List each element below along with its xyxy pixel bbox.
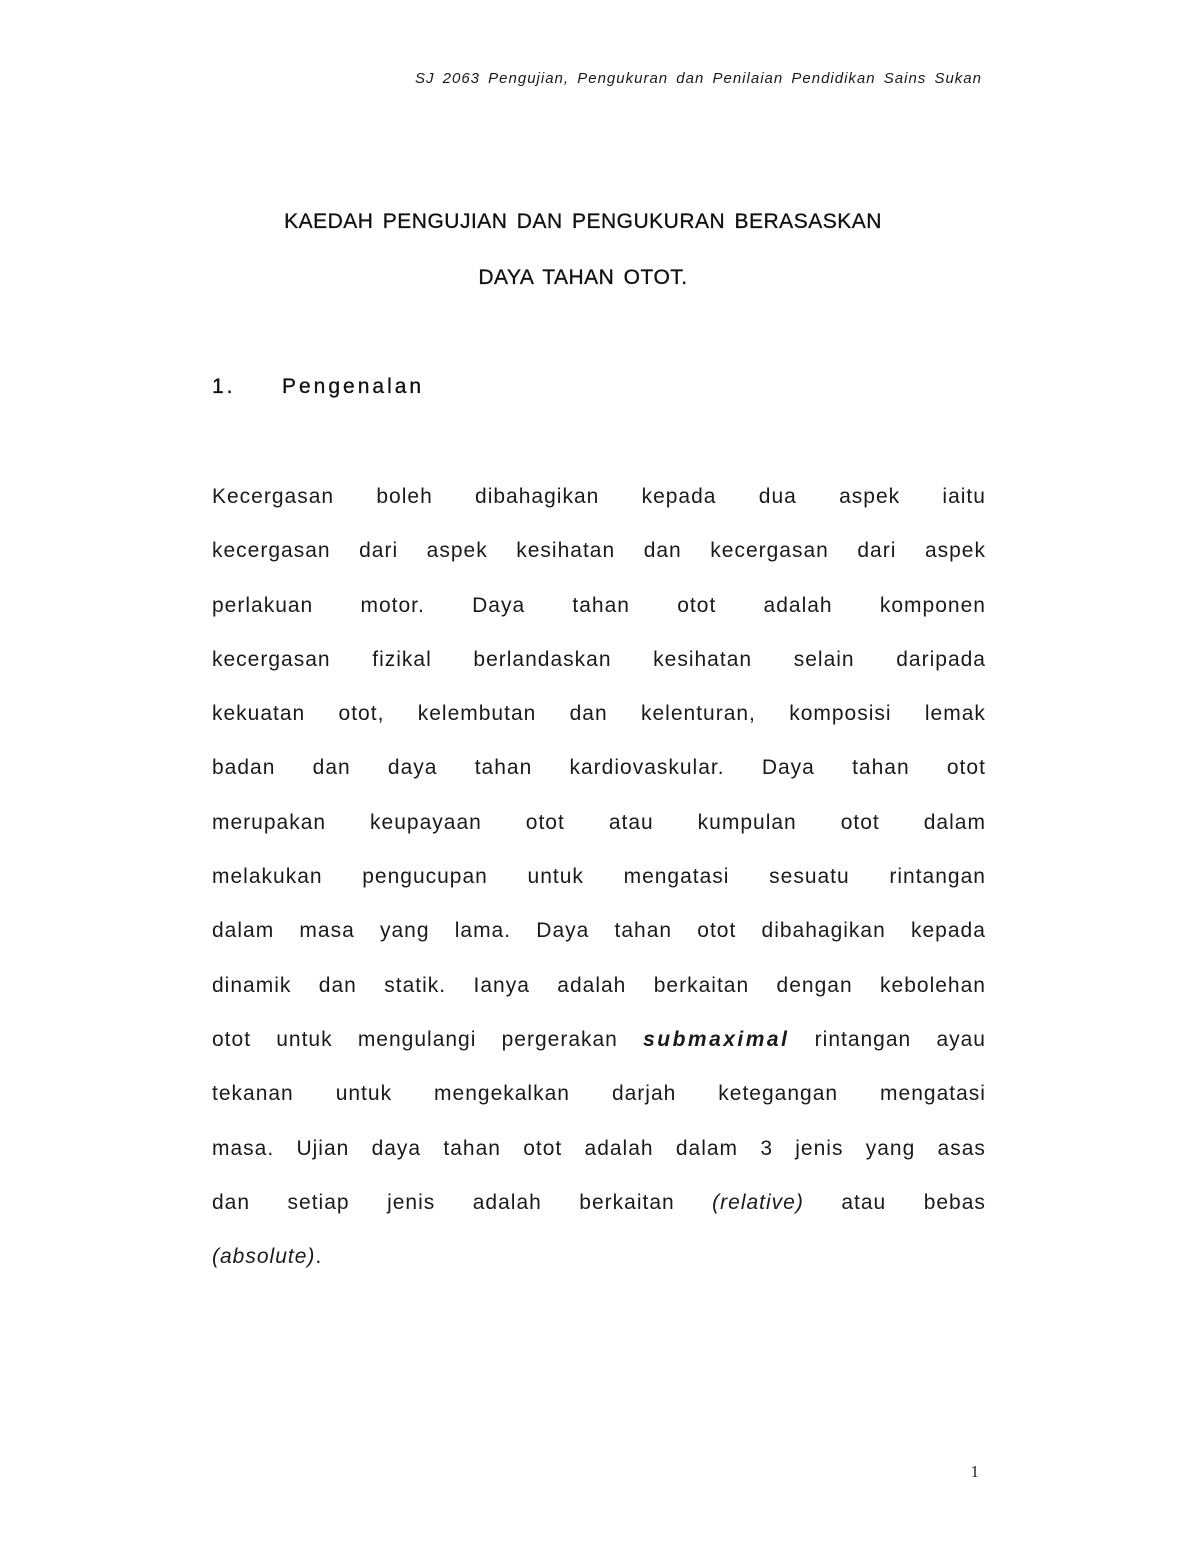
word: mengulangi xyxy=(357,1027,477,1051)
word: rintangan xyxy=(814,1027,912,1051)
word: pergerakan xyxy=(501,1027,618,1051)
word: statik. xyxy=(384,973,447,997)
word: tekanan xyxy=(212,1082,294,1106)
word: mengatasi xyxy=(623,865,730,889)
paragraph-line xyxy=(212,1230,986,1284)
word: daya xyxy=(387,756,438,780)
word: dengan xyxy=(776,973,853,997)
word: (relative) xyxy=(712,1190,804,1214)
word: kecergasan xyxy=(212,647,331,671)
word: masa xyxy=(299,919,355,943)
paragraph-line xyxy=(212,1013,986,1067)
word: dua xyxy=(758,485,797,508)
word: ketegangan xyxy=(718,1082,839,1106)
word: Daya xyxy=(472,593,526,617)
word: kumpulan xyxy=(697,810,797,834)
paragraph-line xyxy=(212,633,986,687)
word: dalam xyxy=(923,810,986,834)
word: mengatasi xyxy=(880,1082,986,1106)
paragraph-line xyxy=(212,1122,986,1176)
section-number: 1. xyxy=(212,375,236,398)
word: aspek xyxy=(839,485,901,508)
word: dan xyxy=(643,539,682,563)
paragraph-line xyxy=(212,579,986,633)
word: badan xyxy=(212,756,276,780)
word: dan xyxy=(212,1190,251,1214)
word: atau xyxy=(841,1190,887,1214)
word: adalah xyxy=(557,973,627,997)
word: otot xyxy=(677,593,717,617)
running-header: SJ 2063 Pengujian, Pengukuran dan Penilaian Pendidikan Sains Sukan xyxy=(414,70,982,87)
word: kepada xyxy=(641,485,717,508)
word: berlandaskan xyxy=(473,647,612,671)
paragraph-line xyxy=(212,470,986,524)
word: dari xyxy=(359,539,399,563)
word: tahan xyxy=(852,756,910,780)
word: kepada xyxy=(910,919,986,943)
section-title: Pengenalan xyxy=(282,375,425,398)
word: dibahagikan xyxy=(761,919,886,943)
word: tahan xyxy=(474,756,533,780)
paragraph-line xyxy=(212,1067,986,1121)
word: kelenturan, xyxy=(640,702,756,726)
word: untuk xyxy=(527,865,584,889)
word: adalah xyxy=(763,593,833,617)
word: dan xyxy=(312,756,351,780)
word: setiap xyxy=(287,1190,350,1214)
page-number: 1 xyxy=(970,1462,979,1481)
word: masa. xyxy=(212,1136,275,1160)
section-heading xyxy=(212,375,424,399)
word: (absolute). xyxy=(212,1245,323,1269)
word: melakukan xyxy=(212,865,323,889)
word: merupakan xyxy=(212,810,327,834)
word: Ujian xyxy=(296,1136,350,1160)
paragraph-line xyxy=(212,1176,986,1230)
word: fizikal xyxy=(372,647,432,671)
word: rintangan xyxy=(889,865,986,889)
word: keupayaan xyxy=(370,810,482,834)
word: lama. xyxy=(454,919,512,943)
word: dan xyxy=(318,973,357,997)
word: tahan xyxy=(443,1136,501,1160)
word: otot xyxy=(523,1136,563,1160)
word: jenis xyxy=(795,1136,844,1160)
word: kelembutan xyxy=(417,702,537,726)
word: dalam xyxy=(675,1136,739,1160)
word: Daya xyxy=(761,756,815,780)
word: dibahagikan xyxy=(475,485,600,508)
word: yang xyxy=(379,919,430,943)
word: kekuatan xyxy=(212,702,306,726)
word: komposisi xyxy=(789,702,892,726)
word: mengekalkan xyxy=(434,1082,570,1106)
word: adalah xyxy=(584,1136,654,1160)
word: yang xyxy=(865,1136,916,1160)
word: berkaitan xyxy=(653,973,750,997)
word: kecergasan xyxy=(212,539,331,563)
document-title-line-1: KAEDAH PENGUJIAN DAN PENGUKURAN BERASASKAN xyxy=(284,210,882,233)
paragraph-line xyxy=(212,959,986,1013)
word: iaitu xyxy=(942,485,986,508)
word: dari xyxy=(857,539,897,563)
word: motor. xyxy=(360,593,425,617)
word: ayau xyxy=(936,1027,986,1051)
word: untuk xyxy=(335,1082,393,1106)
word: komponen xyxy=(879,593,986,617)
paragraph-line xyxy=(212,796,986,850)
word: kardiovaskular. xyxy=(569,756,725,780)
word: jenis xyxy=(387,1190,436,1214)
word: dan xyxy=(569,702,608,726)
word: Ianya xyxy=(473,973,530,997)
word: Kecergasan xyxy=(212,485,335,508)
word: otot xyxy=(697,919,737,943)
word: untuk xyxy=(276,1027,333,1051)
word: otot xyxy=(212,1027,252,1051)
word: sesuatu xyxy=(769,865,850,889)
word: tahan xyxy=(614,919,673,943)
body-paragraph xyxy=(212,470,986,1284)
paragraph-line xyxy=(212,687,986,741)
word: aspek xyxy=(924,539,986,563)
word: pengucupan xyxy=(362,865,488,889)
word: kesihatan xyxy=(653,647,753,671)
word: perlakuan xyxy=(212,593,314,617)
word: berkaitan xyxy=(579,1190,675,1214)
word: tahan xyxy=(572,593,630,617)
word: kebolehan xyxy=(880,973,986,997)
word: otot xyxy=(840,810,880,834)
word: daya xyxy=(371,1136,422,1160)
word: Daya xyxy=(536,919,590,943)
word: selain xyxy=(793,647,855,671)
word: 3 xyxy=(760,1136,773,1160)
word: submaximal xyxy=(643,1027,790,1051)
paragraph-line xyxy=(212,524,986,578)
word: bebas xyxy=(923,1190,986,1214)
word: dinamik xyxy=(212,973,292,997)
paragraph-line xyxy=(212,850,986,904)
word: otot xyxy=(525,810,565,834)
paragraph-line xyxy=(212,904,986,958)
word: aspek xyxy=(426,539,488,563)
word: atau xyxy=(608,810,654,834)
word: otot xyxy=(946,756,986,780)
word: darjah xyxy=(611,1082,677,1106)
word: dalam xyxy=(212,919,275,943)
word: asas xyxy=(937,1136,986,1160)
word: lemak xyxy=(924,702,986,726)
word: kesihatan xyxy=(516,539,616,563)
word: daripada xyxy=(896,647,986,671)
word: boleh xyxy=(376,485,433,508)
word: otot, xyxy=(338,702,385,726)
word: kecergasan xyxy=(710,539,829,563)
paragraph-line xyxy=(212,741,986,795)
document-title-line-2: DAYA TAHAN OTOT. xyxy=(478,266,688,289)
word: adalah xyxy=(472,1190,542,1214)
